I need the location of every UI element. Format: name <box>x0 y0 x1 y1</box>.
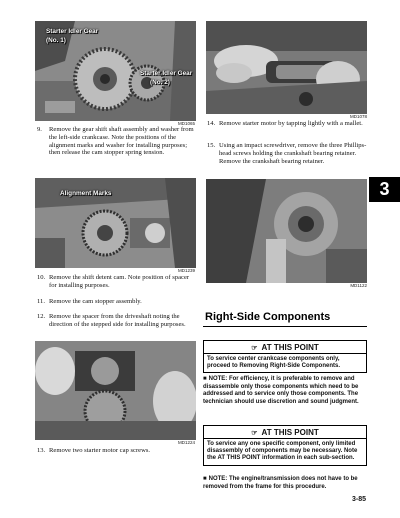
photo-code: MD1078 <box>349 114 367 119</box>
section-title: Right-Side Components <box>205 311 331 323</box>
photo-code: MD1239 <box>177 268 195 273</box>
step-text: Remove the cam stopper assembly. <box>49 298 142 305</box>
photo-starter-motor-removal <box>206 21 367 114</box>
page-number: 3-85 <box>352 496 367 503</box>
step-15 <box>207 142 367 165</box>
step-number: 14. <box>207 120 216 127</box>
at-this-point-text: To service any one specific component, only limited disassembly of components may be necessary. Note the AT THIS POINT information in each sub-section. <box>207 441 358 462</box>
note-efficiency <box>203 376 367 406</box>
note-text: NOTE: The engine/transmission does not have to be removed from the frame for this procedure. <box>203 476 358 490</box>
section-rule <box>203 326 367 327</box>
step-number: 10. <box>37 274 46 281</box>
photo-code: MD1224 <box>177 440 195 445</box>
note-bullet: ■ <box>203 376 207 382</box>
callout-idler-gear-2-number: (No. 2) <box>150 79 170 86</box>
callout-idler-gear-2: Starter Idler Gear <box>140 70 193 77</box>
step-14 <box>207 120 367 128</box>
photo-code: MD1122 <box>350 283 367 288</box>
step-11 <box>37 298 197 306</box>
pointing-hand-icon: ☞ <box>251 345 258 352</box>
step-text: Using an impact screwdriver, remove the three Phillips-head screws holding the crankshaft bearing retainer. Remove the crankshaft bearing retainer. <box>219 142 367 165</box>
photo-starter-motor-cap-screws <box>35 341 196 440</box>
chapter-tab: 3 <box>369 177 400 202</box>
callout-alignment-marks: Alignment Marks <box>60 190 112 197</box>
step-number: 12. <box>37 313 46 320</box>
callout-idler-gear-1-number: (No. 1) <box>46 37 66 44</box>
callout-idler-gear-1: Starter Idler Gear <box>46 28 99 35</box>
photo-crankshaft-bearing-retainer <box>206 179 367 283</box>
at-this-point-header: ☞ AT THIS POINT <box>204 426 366 439</box>
note-bullet: ■ <box>203 476 207 482</box>
step-text: Remove the spacer from the driveshaft noting the direction of the stepped side for installing purposes. <box>49 313 186 328</box>
at-this-point-box <box>203 340 367 373</box>
step-text: Remove the shift detent cam. Note position of spacer for installing purposes. <box>49 274 190 289</box>
step-9 <box>37 126 197 157</box>
step-12 <box>37 313 197 329</box>
step-number: 9. <box>37 126 42 133</box>
step-number: 11. <box>37 298 45 305</box>
note-text: NOTE: For efficiency, it is preferable to remove and disassemble only those components which need to be addressed and to service only those components. The technician should use discretion and sound judgment. <box>203 376 359 405</box>
step-text: Remove the gear shift shaft assembly and washer from the left-side crankcase. Note the positions of the alignment marks and washer for installing purposes; then release the cam stopper spring tension. <box>49 126 194 157</box>
step-number: 13. <box>37 447 46 454</box>
step-text: Remove two starter motor cap screws. <box>49 447 151 454</box>
step-text: Remove starter motor by tapping lightly with a mallet. <box>219 120 363 127</box>
step-10 <box>37 274 197 290</box>
at-this-point-box <box>203 425 367 466</box>
at-this-point-header: ☞ AT THIS POINT <box>204 341 366 354</box>
note-engine-removal <box>203 476 367 491</box>
at-this-point-text: To service center crankcase components only, proceed to Removing Right-Side Components. <box>207 356 341 370</box>
step-13 <box>37 447 197 455</box>
photo-code: MD1065 <box>177 121 195 126</box>
step-number: 15. <box>207 142 216 149</box>
pointing-hand-icon: ☞ <box>251 430 258 437</box>
